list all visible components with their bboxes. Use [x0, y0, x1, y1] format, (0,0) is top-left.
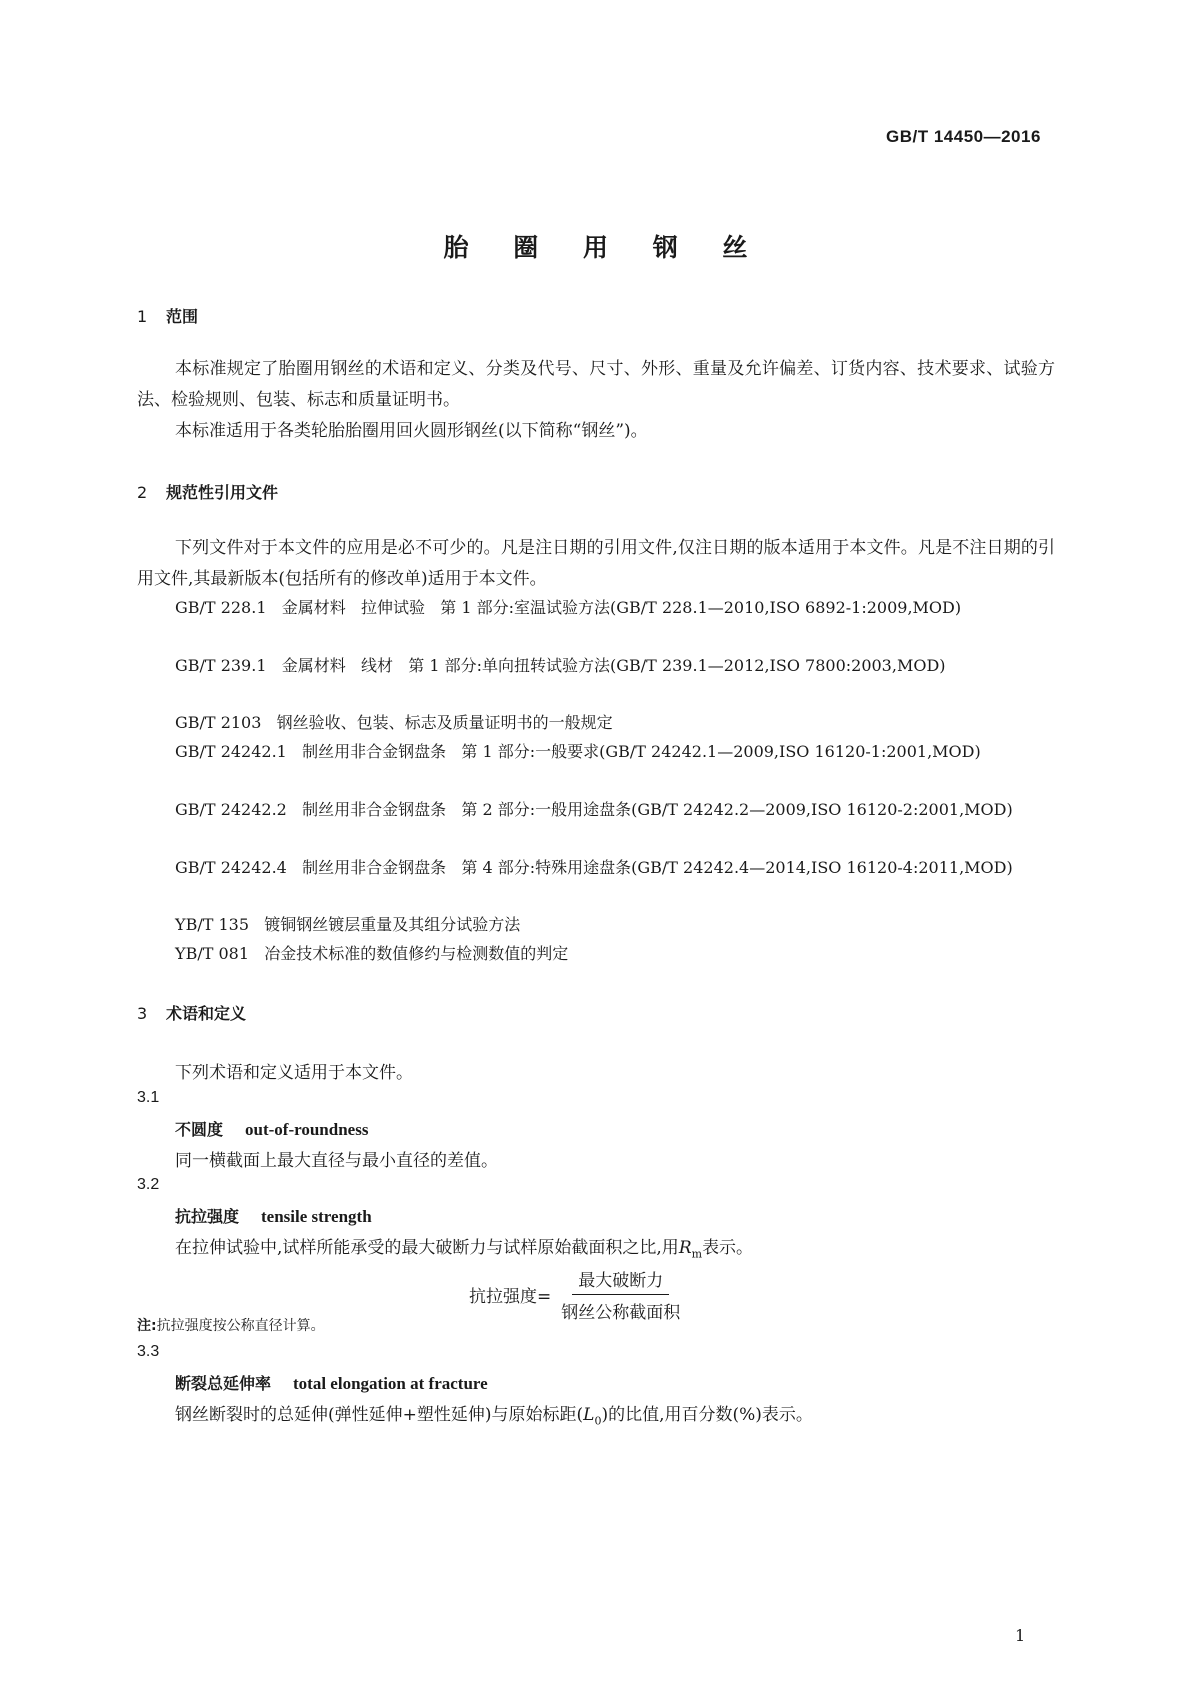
term-definition [175, 1233, 753, 1260]
term-number: 3.1 [137, 1089, 160, 1106]
definition-text: 表示。 [702, 1238, 754, 1258]
formula-numerator: 最大破断力 [572, 1266, 669, 1295]
reference-item: YB/T 081 冶金技术标准的数值修约与检测数值的判定 [175, 944, 569, 963]
document-title: 胎 圈 用 钢 丝 [443, 233, 766, 262]
term-heading [175, 1371, 488, 1394]
term-zh: 不圆度 [175, 1120, 224, 1139]
term-definition: 同一横截面上最大直径与最小直径的差值。 [175, 1151, 498, 1171]
section-title: 规范性引用文件 [166, 483, 279, 502]
note-label: 注: [137, 1318, 157, 1334]
note-text: 抗拉强度按公称直径计算。 [156, 1318, 325, 1334]
terms-intro: 下列术语和定义适用于本文件。 [175, 1063, 413, 1083]
formula-fraction [555, 1266, 686, 1323]
section-3-heading [137, 1001, 246, 1024]
references-intro: 下列文件对于本文件的应用是必不可少的。凡是注日期的引用文件,仅注日期的版本适用于本文件。凡是不注日期的引用文件,其最新版本(包括所有的修改单)适用于本文件。 [137, 538, 1055, 589]
symbol: R [678, 1238, 692, 1258]
page-number: 1 [1015, 1626, 1026, 1645]
standard-code: GB/T 14450—2016 [886, 127, 1041, 146]
scope-paragraph-1: 本标准规定了胎圈用钢丝的术语和定义、分类及代号、尺寸、外形、重量及允许偏差、订货内容、技术要求、试验方法、检验规则、包装、标志和质量证明书。 [137, 359, 1055, 410]
definition-text: 钢丝断裂时的总延伸(弹性延伸+塑性延伸)与原始标距( [175, 1405, 584, 1425]
reference-item: GB/T 239.1 金属材料 线材 第 1 部分:单向扭转试验方法(GB/T 239.1—2012,ISO 7800:2003,MOD) [175, 656, 946, 675]
section-title: 术语和定义 [166, 1004, 247, 1023]
section-1-heading [137, 304, 198, 327]
term-definition [175, 1400, 813, 1427]
section-title: 范围 [166, 307, 199, 326]
symbol: L [583, 1405, 595, 1425]
term-number: 3.3 [137, 1343, 160, 1360]
formula-denominator: 钢丝公称截面积 [561, 1303, 681, 1323]
reference-item: GB/T 24242.2 制丝用非合金钢盘条 第 2 部分:一般用途盘条(GB/T 24242.2—2009,ISO 16120-2:2001,MOD) [175, 800, 1013, 819]
formula-lhs: 抗拉强度= [469, 1287, 552, 1307]
term-number: 3.2 [137, 1176, 160, 1193]
reference-item: GB/T 24242.1 制丝用非合金钢盘条 第 1 部分:一般要求(GB/T 24242.1—2009,ISO 16120-1:2001,MOD) [175, 742, 981, 761]
scope-paragraph-2: 本标准适用于各类轮胎胎圈用回火圆形钢丝(以下简称“钢丝”)。 [175, 421, 648, 441]
term-heading [175, 1204, 372, 1227]
term-zh: 抗拉强度 [175, 1207, 240, 1226]
term-heading [175, 1117, 368, 1140]
reference-item: GB/T 24242.4 制丝用非合金钢盘条 第 4 部分:特殊用途盘条(GB/T 24242.4—2014,ISO 16120-4:2011,MOD) [175, 858, 1013, 877]
reference-item: GB/T 2103 钢丝验收、包装、标志及质量证明书的一般规定 [175, 713, 613, 732]
term-en: tensile strength [261, 1207, 372, 1226]
symbol-subscript: m [691, 1247, 703, 1261]
reference-item: GB/T 228.1 金属材料 拉伸试验 第 1 部分:室温试验方法(GB/T 228.1—2010,ISO 6892-1:2009,MOD) [175, 598, 962, 617]
definition-text: )的比值,用百分数(%)表示。 [601, 1405, 813, 1425]
section-number: 1 [137, 307, 148, 326]
section-number: 3 [137, 1004, 148, 1023]
definition-text: 在拉伸试验中,试样所能承受的最大破断力与试样原始截面积之比,用 [175, 1238, 679, 1258]
symbol-subscript: 0 [594, 1414, 602, 1428]
section-2-heading [137, 480, 278, 503]
term-zh: 断裂总延伸率 [175, 1374, 272, 1393]
reference-item: YB/T 135 镀铜钢丝镀层重量及其组分试验方法 [175, 915, 521, 934]
term-en: total elongation at fracture [293, 1374, 488, 1393]
note [137, 1315, 325, 1335]
tensile-strength-formula [469, 1266, 686, 1323]
term-en: out-of-roundness [245, 1120, 369, 1139]
section-number: 2 [137, 483, 148, 502]
